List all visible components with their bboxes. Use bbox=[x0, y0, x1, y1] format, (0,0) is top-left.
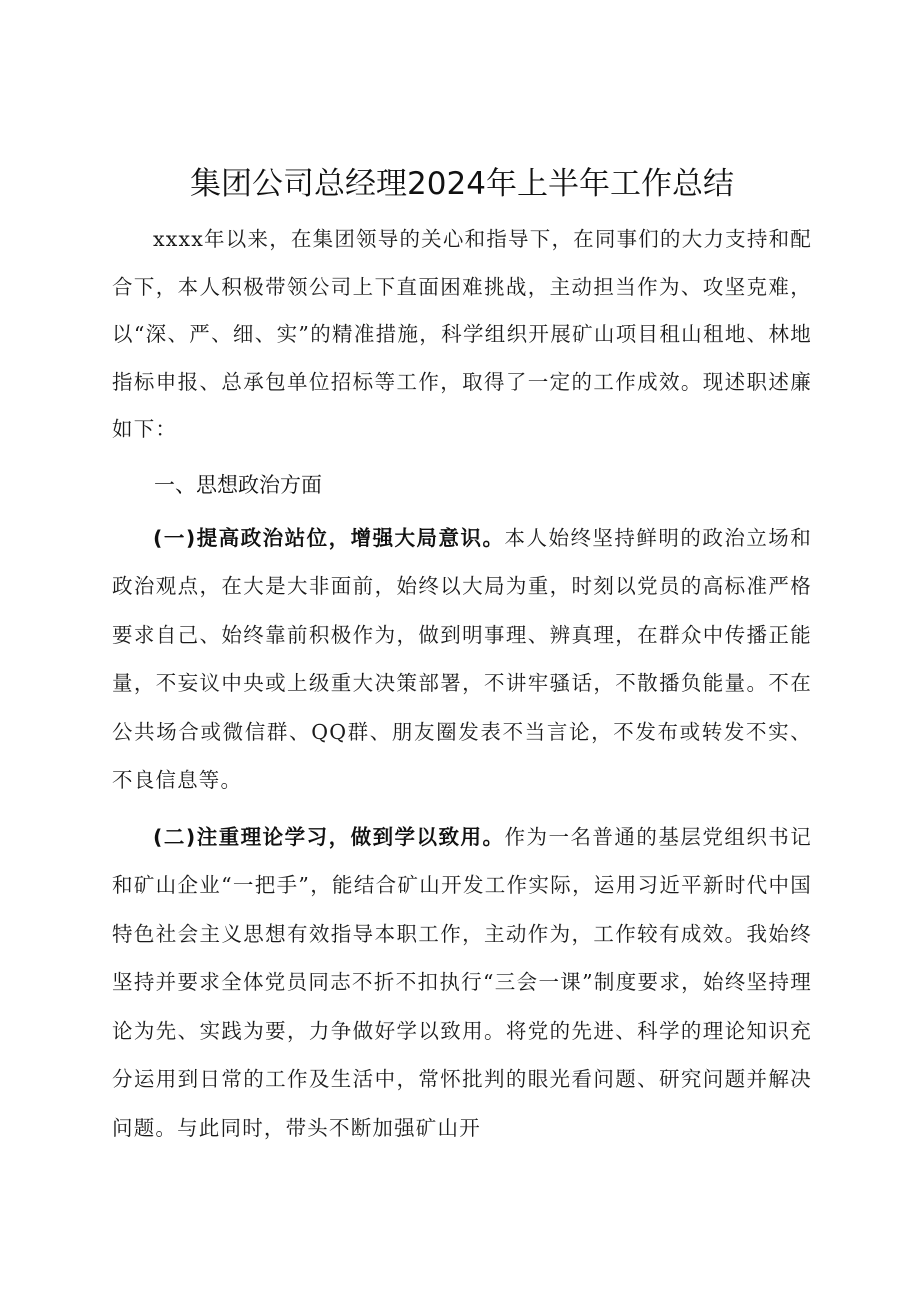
subsection-body: 作为一名普通的基层党组织书记和矿山企业“一把手”，能结合矿山开发工作实际，运用习近平新时代中国特色社会主义思想有效指导本职工作，主动作为，工作较有成效。我始终坚持并要求全体党员同志不折不扣执行“三会一课”制度要求，始终坚持理论为先、实践为要，力争做好学以致用。将党的先进、科学的理论知识充分运用到日常的工作及生活中，常怀批判的眼光看问题、研究问题并解决问题。与此同时，带头不断加强矿山开 bbox=[112, 824, 812, 1140]
subsection-political-stance bbox=[112, 514, 812, 805]
subsection-theory-study bbox=[112, 813, 812, 1153]
intro-paragraph: xxxx年以来，在集团领导的关心和指导下，在同事们的大力支持和配合下，本人积极带领公司上下直面困难挑战，主动担当作为、攻坚克难，以“深、严、细、实”的精准措施，科学组织开展矿山项目租山租地、林地指标申报、总承包单位招标等工作，取得了一定的工作成效。现述职述廉如下： bbox=[112, 227, 812, 441]
section-heading-ideology: 一、思想政治方面 bbox=[154, 472, 322, 497]
subsection-body: 本人始终坚持鲜明的政治立场和政治观点，在大是大非面前，始终以大局为重，时刻以党员的高标准严格要求自己、始终靠前积极作为，做到明事理、辨真理，在群众中传播正能量，不妄议中央或上级重大决策部署，不讲牢骚话，不散播负能量。不在公共场合或微信群、QQ群、朋友圈发表不当言论，不发布或转发不实、不良信息等。 bbox=[112, 525, 812, 792]
document-title: 集团公司总经理2024年上半年工作总结 bbox=[190, 166, 734, 202]
subsection-heading: (二)注重理论学习，做到学以致用。 bbox=[153, 824, 505, 849]
subsection-heading: (一)提高政治站位，增强大局意识。 bbox=[153, 525, 505, 550]
